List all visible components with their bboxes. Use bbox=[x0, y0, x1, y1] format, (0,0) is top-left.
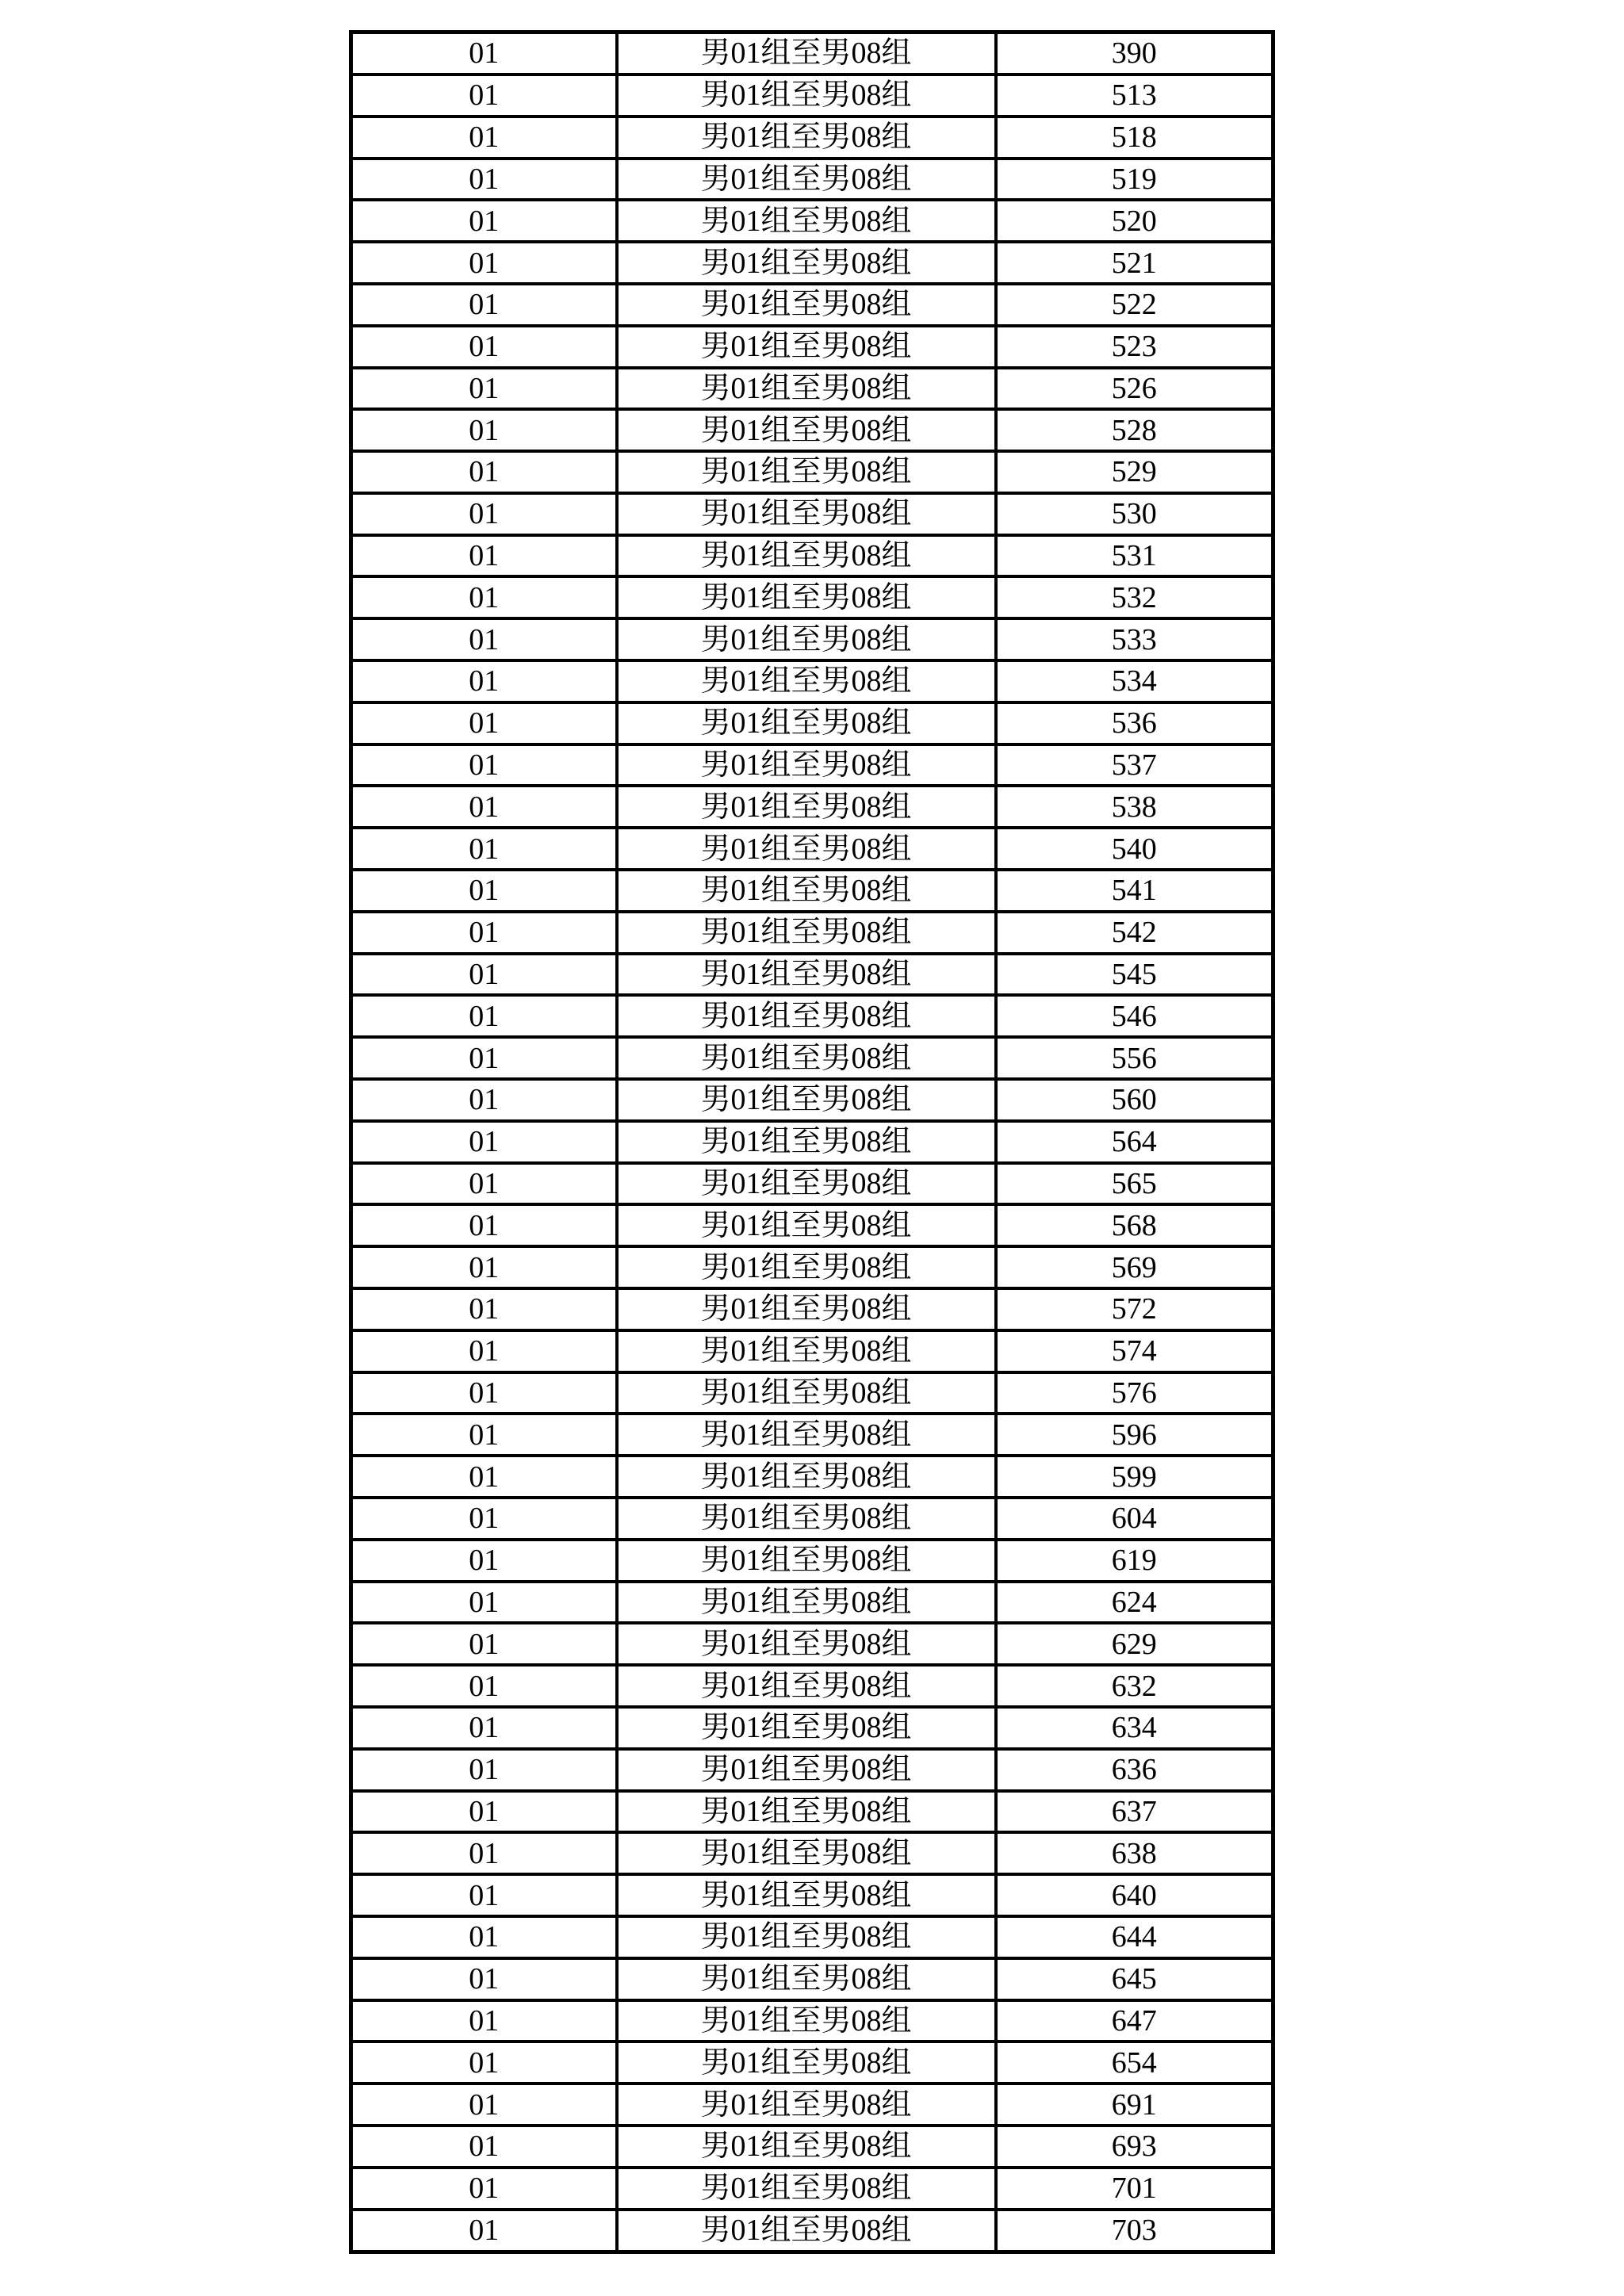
cell-group-code: 01 bbox=[351, 1037, 617, 1079]
table-row bbox=[351, 75, 1274, 117]
table-row bbox=[351, 284, 1274, 326]
cell-group-code: 01 bbox=[351, 660, 617, 702]
cell-group-range: 男01组至男08组 bbox=[617, 368, 996, 410]
table-row bbox=[351, 702, 1274, 744]
cell-group-range: 男01组至男08组 bbox=[617, 1204, 996, 1246]
cell-score: 568 bbox=[996, 1204, 1274, 1246]
cell-group-code: 01 bbox=[351, 1707, 617, 1749]
cell-score: 693 bbox=[996, 2126, 1274, 2168]
cell-score: 637 bbox=[996, 1791, 1274, 1833]
cell-group-code: 01 bbox=[351, 1498, 617, 1540]
cell-group-code: 01 bbox=[351, 159, 617, 201]
cell-group-range: 男01组至男08组 bbox=[617, 1707, 996, 1749]
cell-group-range: 男01组至男08组 bbox=[617, 1832, 996, 1874]
table-row bbox=[351, 451, 1274, 493]
table-row bbox=[351, 1372, 1274, 1414]
cell-group-code: 01 bbox=[351, 326, 617, 368]
table-row bbox=[351, 744, 1274, 786]
table-row bbox=[351, 535, 1274, 577]
cell-group-code: 01 bbox=[351, 535, 617, 577]
table-row bbox=[351, 660, 1274, 702]
table-row bbox=[351, 870, 1274, 912]
cell-group-code: 01 bbox=[351, 618, 617, 660]
cell-group-code: 01 bbox=[351, 995, 617, 1037]
cell-group-code: 01 bbox=[351, 2168, 617, 2210]
cell-group-range: 男01组至男08组 bbox=[617, 912, 996, 954]
cell-group-range: 男01组至男08组 bbox=[617, 2042, 996, 2084]
cell-group-code: 01 bbox=[351, 1749, 617, 1791]
table-row bbox=[351, 1246, 1274, 1288]
cell-group-code: 01 bbox=[351, 1832, 617, 1874]
cell-group-code: 01 bbox=[351, 1163, 617, 1205]
cell-group-range: 男01组至男08组 bbox=[617, 1749, 996, 1791]
cell-group-code: 01 bbox=[351, 1079, 617, 1121]
table-row bbox=[351, 576, 1274, 618]
cell-score: 526 bbox=[996, 368, 1274, 410]
cell-group-code: 01 bbox=[351, 1456, 617, 1498]
cell-group-code: 01 bbox=[351, 744, 617, 786]
table-row bbox=[351, 2126, 1274, 2168]
cell-score: 532 bbox=[996, 576, 1274, 618]
cell-group-range: 男01组至男08组 bbox=[617, 200, 996, 242]
cell-group-code: 01 bbox=[351, 200, 617, 242]
cell-score: 624 bbox=[996, 1582, 1274, 1624]
cell-group-code: 01 bbox=[351, 1582, 617, 1624]
cell-group-code: 01 bbox=[351, 117, 617, 159]
cell-group-range: 男01组至男08组 bbox=[617, 493, 996, 535]
cell-score: 629 bbox=[996, 1623, 1274, 1665]
cell-group-range: 男01组至男08组 bbox=[617, 954, 996, 996]
cell-score: 538 bbox=[996, 786, 1274, 828]
cell-score: 632 bbox=[996, 1665, 1274, 1707]
score-table-body bbox=[351, 33, 1274, 2252]
cell-score: 528 bbox=[996, 409, 1274, 451]
table-row bbox=[351, 828, 1274, 870]
cell-score: 564 bbox=[996, 1121, 1274, 1163]
cell-group-range: 男01组至男08组 bbox=[617, 2168, 996, 2210]
table-row bbox=[351, 954, 1274, 996]
cell-score: 647 bbox=[996, 2000, 1274, 2042]
cell-score: 596 bbox=[996, 1414, 1274, 1456]
cell-group-range: 男01组至男08组 bbox=[617, 1498, 996, 1540]
cell-score: 574 bbox=[996, 1330, 1274, 1372]
cell-group-code: 01 bbox=[351, 451, 617, 493]
cell-score: 599 bbox=[996, 1456, 1274, 1498]
cell-group-code: 01 bbox=[351, 1874, 617, 1916]
cell-group-code: 01 bbox=[351, 1121, 617, 1163]
cell-group-range: 男01组至男08组 bbox=[617, 1414, 996, 1456]
table-row bbox=[351, 1540, 1274, 1582]
cell-score: 560 bbox=[996, 1079, 1274, 1121]
cell-group-range: 男01组至男08组 bbox=[617, 2000, 996, 2042]
cell-group-range: 男01组至男08组 bbox=[617, 535, 996, 577]
table-row bbox=[351, 1832, 1274, 1874]
cell-group-code: 01 bbox=[351, 1330, 617, 1372]
table-row bbox=[351, 1749, 1274, 1791]
table-row bbox=[351, 368, 1274, 410]
cell-score: 640 bbox=[996, 1874, 1274, 1916]
cell-group-code: 01 bbox=[351, 786, 617, 828]
cell-score: 390 bbox=[996, 33, 1274, 75]
table-row bbox=[351, 1665, 1274, 1707]
table-row bbox=[351, 1121, 1274, 1163]
cell-group-code: 01 bbox=[351, 284, 617, 326]
cell-group-range: 男01组至男08组 bbox=[617, 1372, 996, 1414]
cell-score: 572 bbox=[996, 1288, 1274, 1330]
cell-group-range: 男01组至男08组 bbox=[617, 1330, 996, 1372]
table-row bbox=[351, 1414, 1274, 1456]
cell-group-range: 男01组至男08组 bbox=[617, 284, 996, 326]
cell-group-range: 男01组至男08组 bbox=[617, 1079, 996, 1121]
cell-group-range: 男01组至男08组 bbox=[617, 995, 996, 1037]
table-row bbox=[351, 786, 1274, 828]
cell-group-code: 01 bbox=[351, 1623, 617, 1665]
table-row bbox=[351, 1707, 1274, 1749]
cell-group-range: 男01组至男08组 bbox=[617, 1874, 996, 1916]
cell-score: 521 bbox=[996, 242, 1274, 284]
table-row bbox=[351, 1456, 1274, 1498]
cell-group-range: 男01组至男08组 bbox=[617, 409, 996, 451]
cell-score: 645 bbox=[996, 1958, 1274, 2000]
cell-group-range: 男01组至男08组 bbox=[617, 1582, 996, 1624]
cell-group-range: 男01组至男08组 bbox=[617, 828, 996, 870]
cell-group-range: 男01组至男08组 bbox=[617, 1246, 996, 1288]
cell-group-range: 男01组至男08组 bbox=[617, 33, 996, 75]
cell-score: 540 bbox=[996, 828, 1274, 870]
cell-group-range: 男01组至男08组 bbox=[617, 1791, 996, 1833]
cell-score: 537 bbox=[996, 744, 1274, 786]
table-row bbox=[351, 326, 1274, 368]
cell-group-range: 男01组至男08组 bbox=[617, 576, 996, 618]
cell-score: 513 bbox=[996, 75, 1274, 117]
cell-score: 619 bbox=[996, 1540, 1274, 1582]
cell-score: 576 bbox=[996, 1372, 1274, 1414]
cell-score: 529 bbox=[996, 451, 1274, 493]
cell-score: 638 bbox=[996, 1832, 1274, 1874]
table-row bbox=[351, 2084, 1274, 2126]
cell-group-range: 男01组至男08组 bbox=[617, 1958, 996, 2000]
cell-group-code: 01 bbox=[351, 1288, 617, 1330]
cell-score: 556 bbox=[996, 1037, 1274, 1079]
cell-group-code: 01 bbox=[351, 242, 617, 284]
table-row bbox=[351, 242, 1274, 284]
table-row bbox=[351, 1498, 1274, 1540]
cell-group-range: 男01组至男08组 bbox=[617, 2126, 996, 2168]
cell-group-code: 01 bbox=[351, 576, 617, 618]
table-row bbox=[351, 1916, 1274, 1958]
table-row bbox=[351, 1288, 1274, 1330]
cell-group-range: 男01组至男08组 bbox=[617, 75, 996, 117]
cell-group-range: 男01组至男08组 bbox=[617, 1456, 996, 1498]
cell-group-range: 男01组至男08组 bbox=[617, 786, 996, 828]
cell-score: 536 bbox=[996, 702, 1274, 744]
cell-score: 604 bbox=[996, 1498, 1274, 1540]
cell-group-code: 01 bbox=[351, 2126, 617, 2168]
table-row bbox=[351, 117, 1274, 159]
table-row bbox=[351, 200, 1274, 242]
cell-group-code: 01 bbox=[351, 912, 617, 954]
table-row bbox=[351, 912, 1274, 954]
table-row bbox=[351, 2042, 1274, 2084]
cell-score: 522 bbox=[996, 284, 1274, 326]
cell-score: 523 bbox=[996, 326, 1274, 368]
table-row bbox=[351, 2168, 1274, 2210]
cell-group-range: 男01组至男08组 bbox=[617, 326, 996, 368]
cell-group-code: 01 bbox=[351, 1414, 617, 1456]
cell-group-code: 01 bbox=[351, 75, 617, 117]
cell-group-code: 01 bbox=[351, 493, 617, 535]
cell-score: 546 bbox=[996, 995, 1274, 1037]
cell-group-range: 男01组至男08组 bbox=[617, 1288, 996, 1330]
cell-group-code: 01 bbox=[351, 2084, 617, 2126]
cell-group-code: 01 bbox=[351, 409, 617, 451]
table-row bbox=[351, 1791, 1274, 1833]
table-row bbox=[351, 1874, 1274, 1916]
cell-group-code: 01 bbox=[351, 2042, 617, 2084]
cell-group-code: 01 bbox=[351, 702, 617, 744]
table-row bbox=[351, 409, 1274, 451]
table-row bbox=[351, 1204, 1274, 1246]
cell-group-code: 01 bbox=[351, 1372, 617, 1414]
cell-group-range: 男01组至男08组 bbox=[617, 117, 996, 159]
cell-group-code: 01 bbox=[351, 954, 617, 996]
cell-group-code: 01 bbox=[351, 1540, 617, 1582]
table-row bbox=[351, 2000, 1274, 2042]
cell-group-range: 男01组至男08组 bbox=[617, 451, 996, 493]
cell-group-range: 男01组至男08组 bbox=[617, 1121, 996, 1163]
cell-group-code: 01 bbox=[351, 1665, 617, 1707]
cell-group-range: 男01组至男08组 bbox=[617, 2210, 996, 2252]
cell-group-code: 01 bbox=[351, 2000, 617, 2042]
table-row bbox=[351, 1163, 1274, 1205]
cell-group-range: 男01组至男08组 bbox=[617, 1540, 996, 1582]
cell-group-range: 男01组至男08组 bbox=[617, 744, 996, 786]
cell-score: 654 bbox=[996, 2042, 1274, 2084]
cell-score: 569 bbox=[996, 1246, 1274, 1288]
cell-group-range: 男01组至男08组 bbox=[617, 618, 996, 660]
cell-group-range: 男01组至男08组 bbox=[617, 1665, 996, 1707]
cell-score: 531 bbox=[996, 535, 1274, 577]
cell-score: 541 bbox=[996, 870, 1274, 912]
table-row bbox=[351, 618, 1274, 660]
table-row bbox=[351, 493, 1274, 535]
cell-group-code: 01 bbox=[351, 1791, 617, 1833]
cell-score: 545 bbox=[996, 954, 1274, 996]
table-row bbox=[351, 2210, 1274, 2252]
cell-group-code: 01 bbox=[351, 828, 617, 870]
cell-score: 701 bbox=[996, 2168, 1274, 2210]
cell-group-code: 01 bbox=[351, 1246, 617, 1288]
cell-score: 542 bbox=[996, 912, 1274, 954]
cell-score: 530 bbox=[996, 493, 1274, 535]
cell-group-range: 男01组至男08组 bbox=[617, 242, 996, 284]
cell-group-range: 男01组至男08组 bbox=[617, 1037, 996, 1079]
cell-group-code: 01 bbox=[351, 33, 617, 75]
cell-group-code: 01 bbox=[351, 368, 617, 410]
table-row bbox=[351, 1079, 1274, 1121]
cell-group-code: 01 bbox=[351, 870, 617, 912]
cell-group-range: 男01组至男08组 bbox=[617, 2084, 996, 2126]
cell-group-range: 男01组至男08组 bbox=[617, 870, 996, 912]
table-row bbox=[351, 33, 1274, 75]
cell-score: 644 bbox=[996, 1916, 1274, 1958]
table-row bbox=[351, 1958, 1274, 2000]
cell-score: 636 bbox=[996, 1749, 1274, 1791]
cell-score: 703 bbox=[996, 2210, 1274, 2252]
cell-group-range: 男01组至男08组 bbox=[617, 1623, 996, 1665]
cell-group-range: 男01组至男08组 bbox=[617, 1916, 996, 1958]
cell-score: 518 bbox=[996, 117, 1274, 159]
table-row bbox=[351, 1330, 1274, 1372]
score-table bbox=[349, 30, 1275, 2254]
cell-group-range: 男01组至男08组 bbox=[617, 159, 996, 201]
cell-score: 520 bbox=[996, 200, 1274, 242]
table-row bbox=[351, 995, 1274, 1037]
table-row bbox=[351, 1582, 1274, 1624]
cell-group-range: 男01组至男08组 bbox=[617, 1163, 996, 1205]
cell-group-code: 01 bbox=[351, 1204, 617, 1246]
cell-score: 691 bbox=[996, 2084, 1274, 2126]
cell-group-range: 男01组至男08组 bbox=[617, 702, 996, 744]
cell-score: 533 bbox=[996, 618, 1274, 660]
cell-group-code: 01 bbox=[351, 2210, 617, 2252]
cell-group-code: 01 bbox=[351, 1958, 617, 2000]
cell-group-range: 男01组至男08组 bbox=[617, 660, 996, 702]
table-row bbox=[351, 1623, 1274, 1665]
table-row bbox=[351, 1037, 1274, 1079]
cell-group-code: 01 bbox=[351, 1916, 617, 1958]
cell-score: 565 bbox=[996, 1163, 1274, 1205]
table-row bbox=[351, 159, 1274, 201]
cell-score: 534 bbox=[996, 660, 1274, 702]
cell-score: 634 bbox=[996, 1707, 1274, 1749]
cell-score: 519 bbox=[996, 159, 1274, 201]
